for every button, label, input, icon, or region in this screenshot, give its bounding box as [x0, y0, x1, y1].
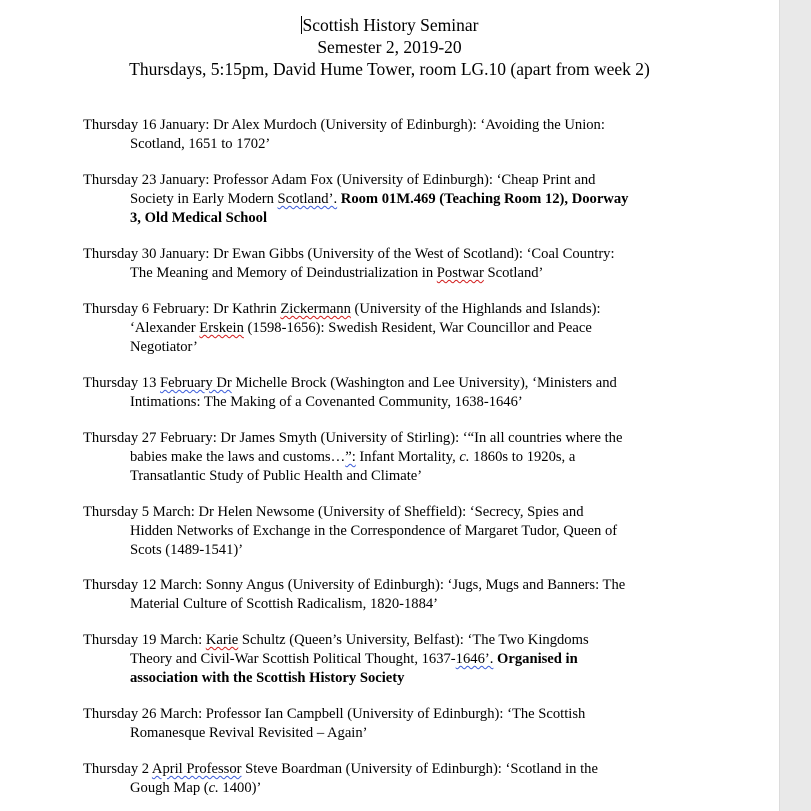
seminar-entry-30-jan [83, 245, 695, 283]
spelling-flag[interactable]: Postwar [436, 265, 484, 281]
seminar-entry-26-mar [83, 705, 695, 743]
entry-line [83, 190, 695, 209]
entry-line [83, 631, 695, 650]
grammar-flag[interactable]: April Professor [151, 761, 242, 777]
entry-text: Scotland’ [483, 265, 544, 281]
entry-line [83, 760, 695, 779]
entry-line [83, 209, 695, 228]
circa-abbrev: c. [208, 780, 219, 796]
entry-line: Negotiator’ [130, 339, 198, 355]
spelling-flag[interactable]: Erskein [199, 320, 244, 336]
entry-line: Material Culture of Scottish Radicalism, 1820-1884’ [130, 596, 439, 612]
room-note: Room 01M.469 (Teaching Room 12), Doorway [340, 191, 629, 207]
entry-text: Thursday 6 February: Dr Kathrin [83, 301, 281, 317]
text-cursor [301, 16, 302, 34]
entry-line: Transatlantic Study of Public Health and Climate’ [130, 468, 423, 484]
organisation-note: association with the Scottish History Society [130, 670, 405, 686]
entry-text: Society in Early Modern [130, 191, 278, 207]
entry-line: Intimations: The Making of a Covenanted Community, 1638-1646’ [130, 394, 523, 410]
entry-text: The Meaning and Memory of Deindustrialization in [130, 265, 437, 281]
entry-text: Thursday 13 [83, 375, 161, 391]
entry-line: Scots (1489-1541)’ [130, 542, 244, 558]
entry-text: ‘Alexander [130, 320, 200, 336]
entry-text: 1400)’ [218, 780, 262, 796]
seminar-entry-27-feb [83, 429, 695, 486]
entry-line [83, 448, 695, 467]
title-text: Scottish History Seminar [302, 15, 479, 35]
window-gutter [779, 0, 811, 811]
seminar-entry-12-mar [83, 576, 695, 614]
entry-text: Gough Map ( [130, 780, 209, 796]
entry-line: Thursday 16 January: Dr Alex Murdoch (University of Edinburgh): ‘Avoiding the Union: [83, 117, 605, 133]
grammar-flag[interactable]: 1646’. [455, 651, 494, 667]
entry-line: Thursday 27 February: Dr James Smyth (University of Stirling): ‘“In all countries where the [83, 430, 623, 446]
entry-text: Steve Boardman (University of Edinburgh): ‘Scotland in the [241, 761, 598, 777]
room-note: 3, Old Medical School [130, 210, 268, 226]
grammar-flag[interactable]: ”: [345, 449, 356, 465]
entry-line: Hidden Networks of Exchange in the Correspondence of Margaret Tudor, Queen of [130, 523, 618, 539]
entry-text: Michelle Brock (Washington and Lee University), ‘Ministers and [231, 375, 617, 391]
seminar-entry-23-jan [83, 171, 695, 228]
entry-line: Thursday 12 March: Sonny Angus (University of Edinburgh): ‘Jugs, Mugs and Banners: The [83, 577, 626, 593]
seminar-entry-13-feb [83, 374, 695, 412]
entry-line [83, 779, 695, 798]
entry-text: Thursday 2 [83, 761, 152, 777]
semester-line: Semester 2, 2019-20 [317, 37, 462, 57]
entry-text: 1860s to 1920s, a [469, 449, 576, 465]
entry-text: Thursday 19 March: [83, 632, 206, 648]
entry-line [83, 300, 695, 319]
entry-text: (University of the Highlands and Islands): [350, 301, 601, 317]
organisation-note: Organised in [497, 651, 578, 667]
entry-line [83, 319, 695, 338]
entry-line: Romanesque Revival Revisited – Again’ [130, 725, 368, 741]
entry-line [83, 669, 695, 688]
entry-line [83, 650, 695, 669]
spelling-flag[interactable]: Karie [205, 632, 239, 648]
entry-line: Thursday 5 March: Dr Helen Newsome (University of Sheffield): ‘Secrecy, Spies and [83, 504, 584, 520]
entry-text: Infant Mortality, [355, 449, 460, 465]
entry-line: Thursday 26 March: Professor Ian Campbell (University of Edinburgh): ‘The Scottish [83, 706, 586, 722]
grammar-flag[interactable]: Scotland’. [277, 191, 338, 207]
entry-text: Schultz (Queen’s University, Belfast): ‘The Two Kingdoms [238, 632, 589, 648]
entry-line [83, 264, 695, 283]
seminar-entry-19-mar [83, 631, 695, 688]
entry-line: Thursday 23 January: Professor Adam Fox (University of Edinburgh): ‘Cheap Print and [83, 172, 596, 188]
circa-abbrev: c. [459, 449, 470, 465]
entry-line: Thursday 30 January: Dr Ewan Gibbs (University of the West of Scotland): ‘Coal Country: [83, 246, 615, 262]
entry-line [83, 374, 695, 393]
seminar-entry-2-apr [83, 760, 695, 798]
venue-line: Thursdays, 5:15pm, David Hume Tower, room LG.10 (apart from week 2) [129, 59, 650, 79]
entry-text: (1598-1656): Swedish Resident, War Councillor and Peace [243, 320, 592, 336]
seminar-entry-6-feb [83, 300, 695, 357]
grammar-flag[interactable]: February Dr [160, 375, 232, 391]
seminar-entry-16-jan [83, 116, 695, 154]
seminar-entry-5-mar [83, 503, 695, 560]
page-title [0, 15, 779, 36]
entry-text: babies make the laws and customs… [130, 449, 346, 465]
entry-text: Theory and Civil-War Scottish Political Thought, 1637- [130, 651, 456, 667]
entry-line: Scotland, 1651 to 1702’ [130, 136, 271, 152]
spelling-flag[interactable]: Zickermann [280, 301, 351, 317]
